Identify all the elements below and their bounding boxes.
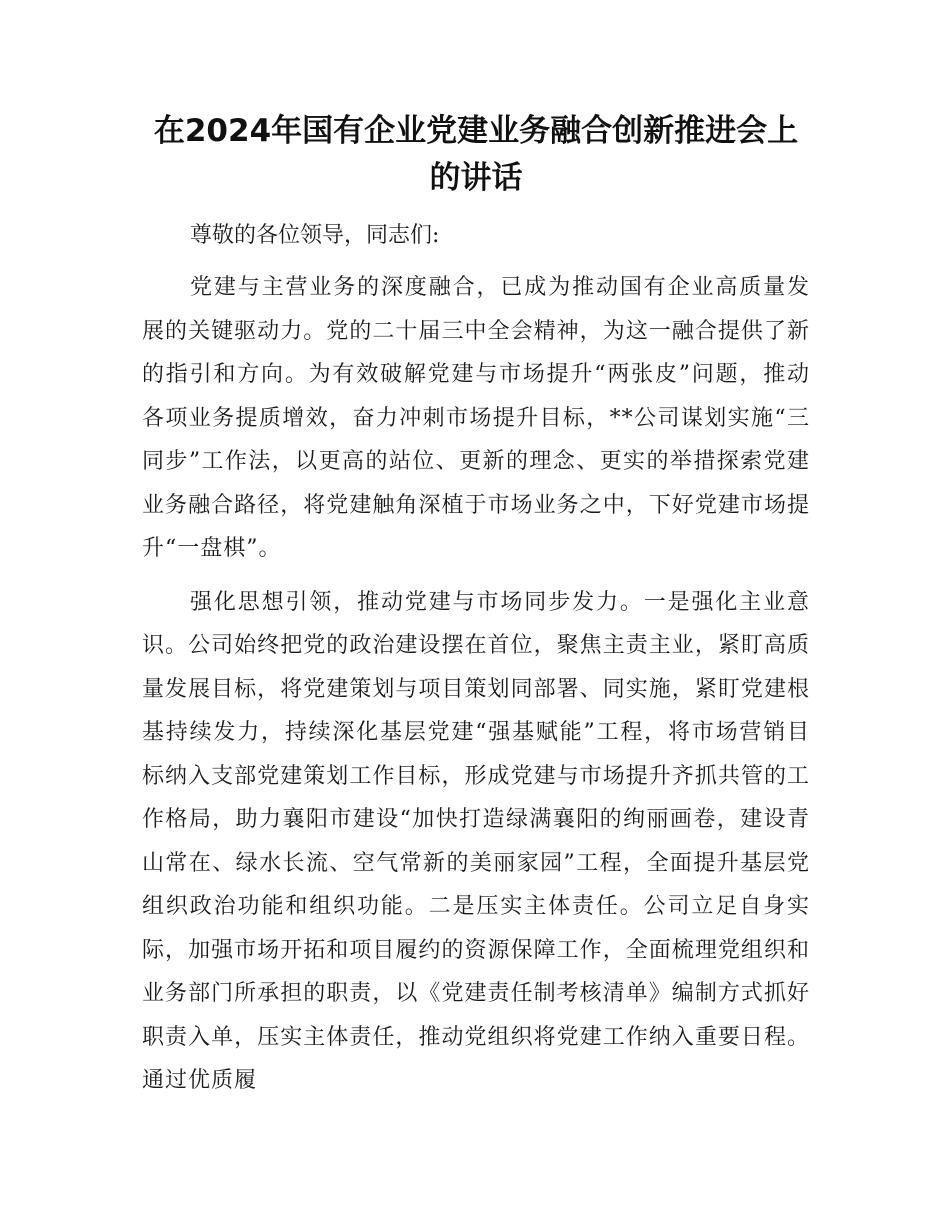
body-paragraph-1: 党建与主营业务的深度融合，已成为推动国有企业高质量发展的关键驱动力。党的二十届三中全会精神，为这一融合提供了新的指引和方向。为有效破解党建与市场提升“两张皮”问题，推动各项业务提质增效，奋力冲刺市场提升目标，**公司谋划实施“三同步”工作法，以更高的站位、更新的理念、更实的举措探索党建业务融合路径，将党建触角深植于市场业务之中，下好党建市场提升“一盘棋”。	[142, 275, 810, 561]
title-line-2: 的讲话	[429, 160, 523, 196]
document-title	[142, 108, 810, 202]
title-line-1: 在2024年国有企业党建业务融合创新推进会上	[153, 113, 799, 149]
salutation: 尊敬的各位领导，同志们:	[190, 223, 440, 248]
body-paragraph-2: 强化思想引领，推动党建与市场同步发力。一是强化主业意识。公司始终把党的政治建设摆在首位，聚焦主责主业，紧盯高质量发展目标，将党建策划与项目策划同部署、同实施，紧盯党建根基持续发力，持续深化基层党建“强基赋能”工程，将市场营销目标纳入支部党建策划工作目标，形成党建与市场提升齐抓共管的工作格局，助力襄阳市建设“加快打造绿满襄阳的绚丽画卷，建设青山常在、绿水长流、空气常新的美丽家园”工程，全面提升基层党组织政治功能和组织功能。二是压实主体责任。公司立足自身实际，加强市场开拓和项目履约的资源保障工作，全面梳理党组织和业务部门所承担的职责，以《党建责任制考核清单》编制方式抓好职责入单，压实主体责任，推动党组织将党建工作纳入重要日程。通过优质履	[142, 589, 810, 1093]
document-page	[142, 108, 810, 1103]
